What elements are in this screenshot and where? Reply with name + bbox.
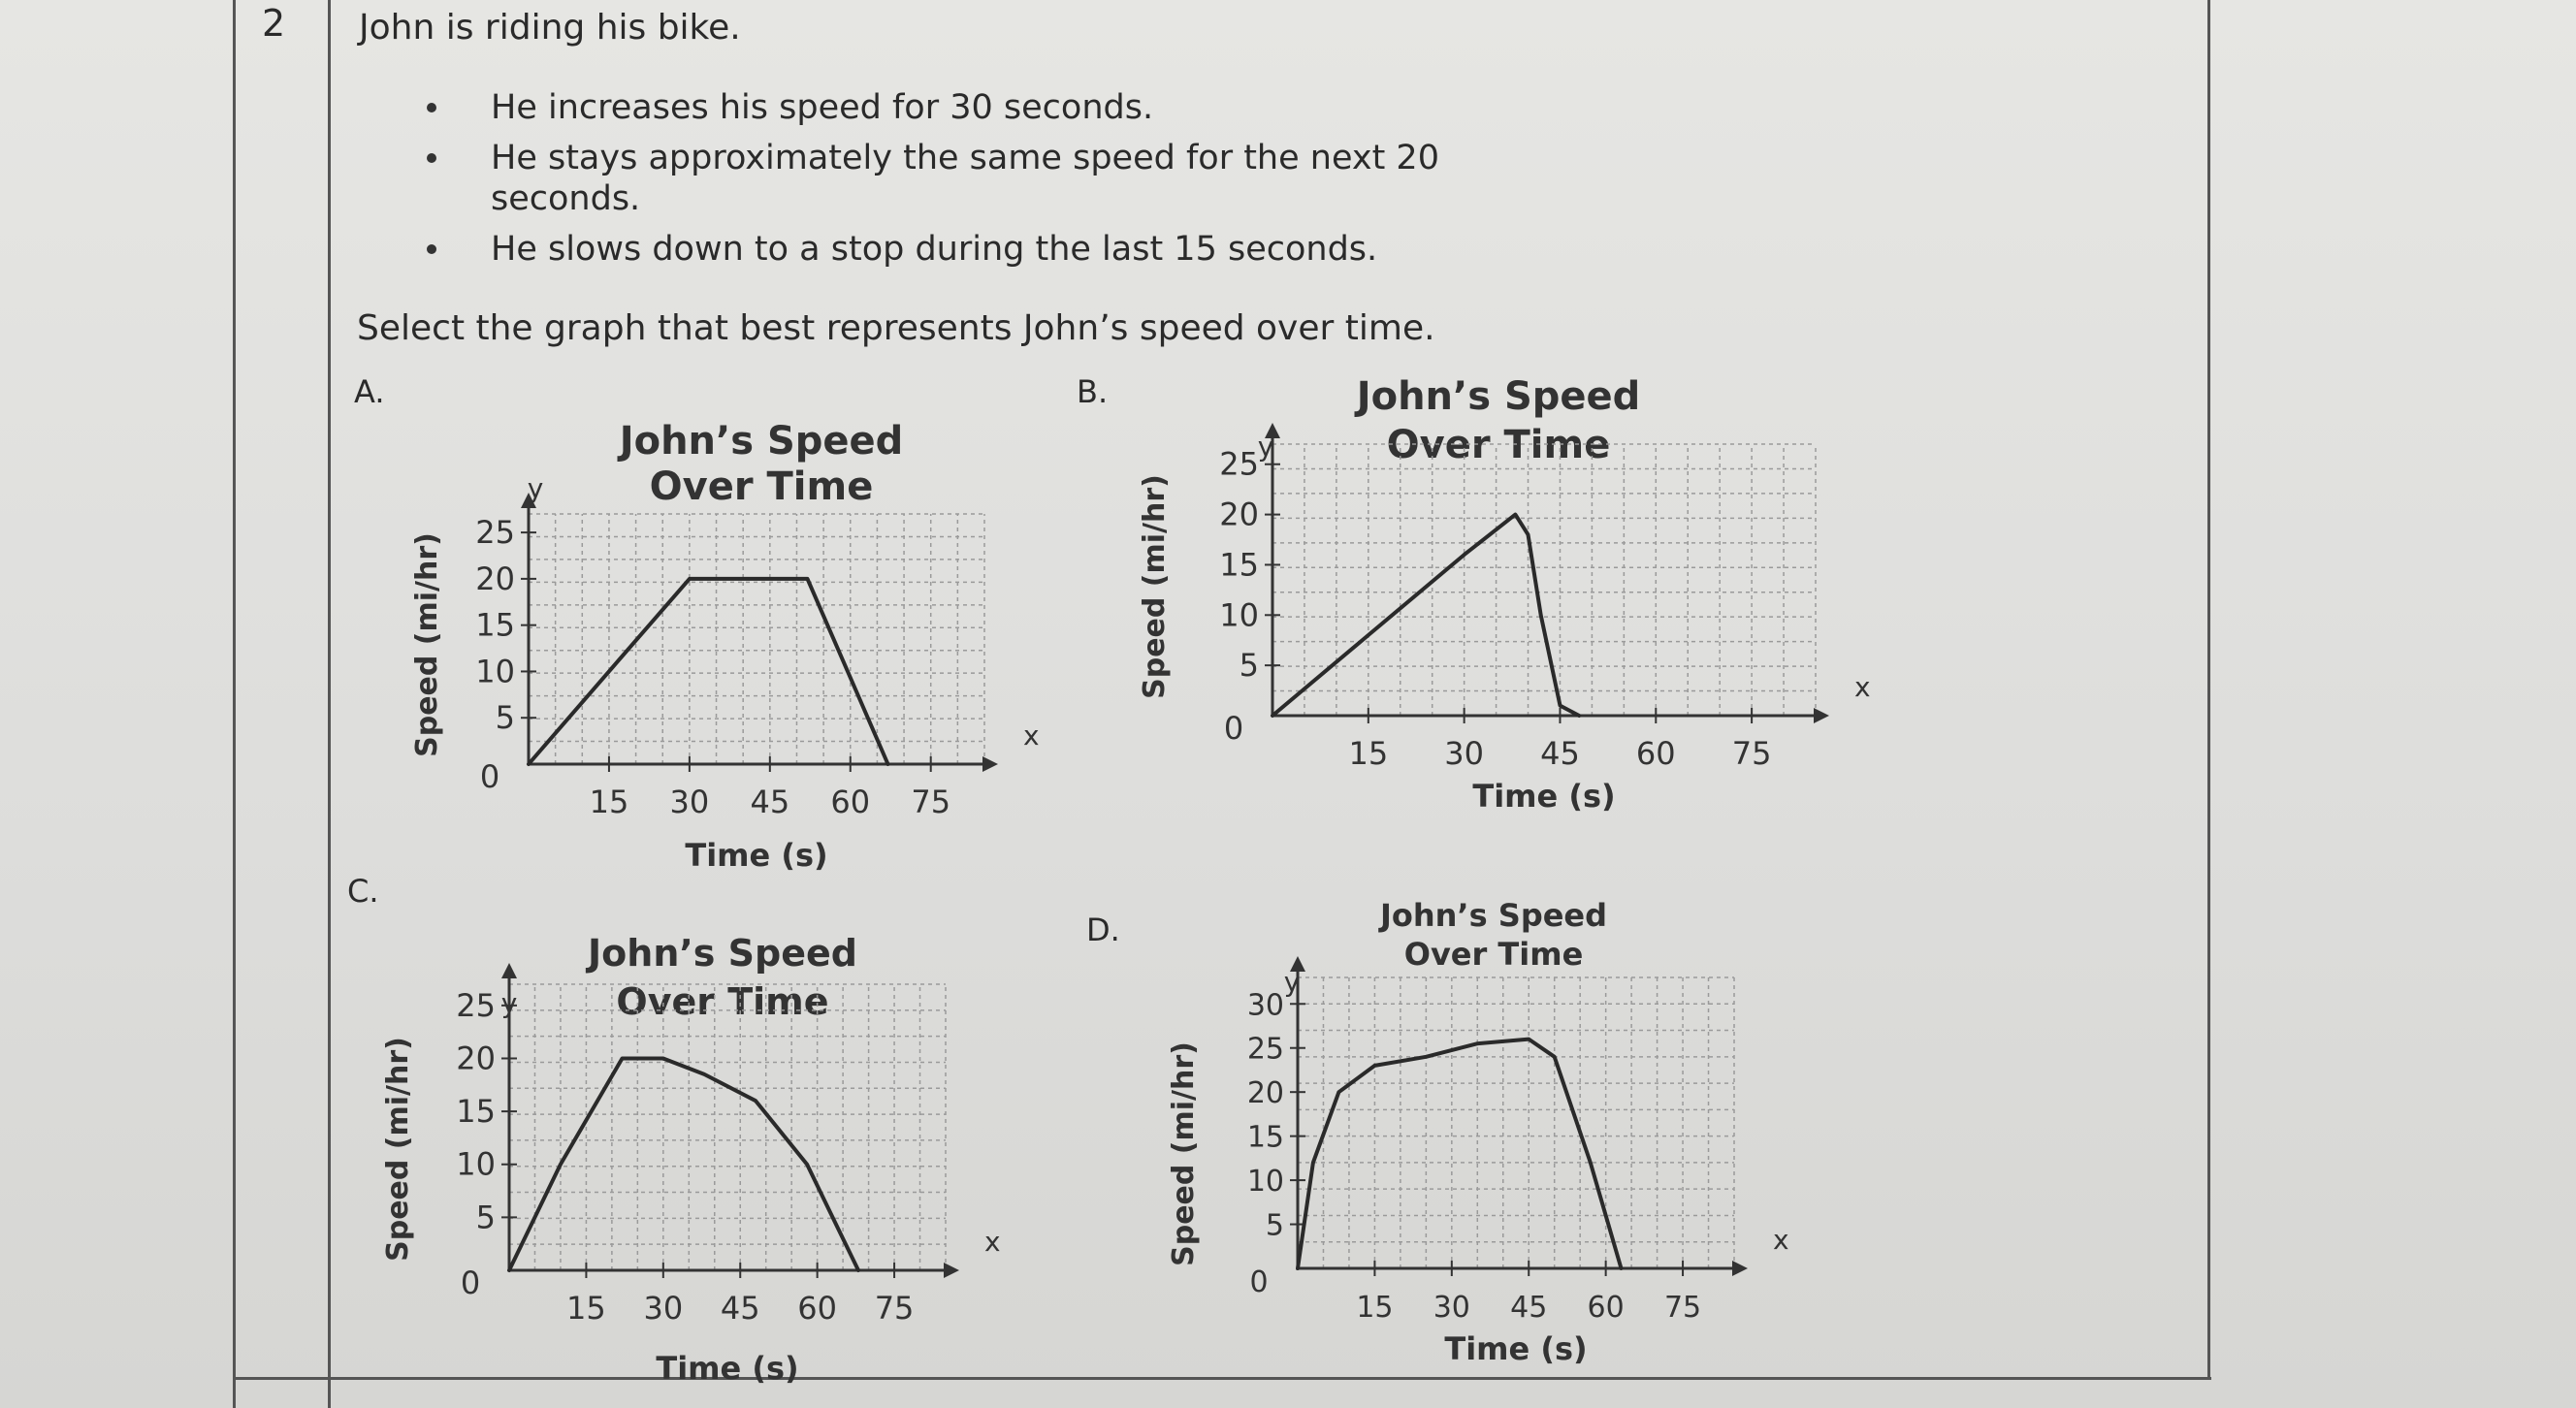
x-tick-label: 15: [589, 784, 629, 820]
chart-option-c[interactable]: [369, 912, 1001, 1387]
y-axis-label: Speed (mi/hr): [381, 1037, 415, 1262]
x-axis-letter: x: [1023, 720, 1040, 752]
chart-subtitle: Over Time: [616, 980, 829, 1023]
bullet-list: [427, 87, 1591, 279]
chart-title: John’s Speed: [619, 419, 904, 464]
y-tick-label: 5: [495, 699, 515, 737]
bullet-item: He increases his speed for 30 seconds.: [427, 87, 1591, 128]
y-axis-label: Speed (mi/hr): [410, 532, 444, 757]
y-tick-label: 10: [475, 653, 515, 690]
x-tick-label: 30: [669, 784, 710, 820]
series-line: [509, 1059, 858, 1271]
chart-option-d[interactable]: [1164, 897, 1789, 1367]
option-b-label[interactable]: B.: [1077, 373, 1109, 410]
x-tick-label: 60: [1635, 735, 1676, 772]
y-tick-label: 5: [1239, 647, 1259, 685]
series-line: [1298, 1040, 1622, 1268]
question-prompt: Select the graph that best represents John’s speed over time.: [357, 308, 1435, 348]
number-column-line: [328, 0, 331, 1408]
chart-subtitle: Over Time: [649, 464, 874, 509]
y-tick-label: 20: [1246, 1076, 1284, 1111]
x-axis-label: Time (s): [685, 837, 828, 874]
y-tick-label: 10: [1219, 596, 1259, 634]
y-axis-letter: y: [527, 472, 544, 504]
x-tick-label: 75: [911, 784, 951, 820]
x-tick-label: 15: [1356, 1291, 1394, 1325]
bullet-item: He slows down to a stop during the last 15 seconds.: [427, 229, 1591, 270]
y-axis-letter: y: [1283, 966, 1301, 998]
chart-title: John’s Speed: [588, 932, 857, 975]
origin-label: 0: [1249, 1265, 1269, 1299]
origin-label: 0: [479, 758, 500, 795]
y-axis-arrow: [501, 963, 517, 978]
option-a-label[interactable]: A.: [354, 373, 385, 410]
y-tick-label: 25: [475, 514, 515, 552]
option-c-label[interactable]: C.: [347, 873, 379, 910]
y-tick-label: 5: [1265, 1208, 1284, 1243]
y-tick-label: 25: [1219, 445, 1259, 483]
y-tick-label: 25: [1246, 1032, 1284, 1067]
x-tick-label: 60: [830, 784, 871, 820]
y-axis-letter: y: [500, 987, 518, 1019]
left-margin-line: [233, 0, 236, 1408]
bullet-item: He stays approximately the same speed for the next 20 seconds.: [427, 138, 1499, 219]
series-line: [1272, 515, 1579, 716]
chart-title: John’s Speed: [1379, 897, 1608, 934]
x-tick-label: 30: [1444, 735, 1485, 772]
chart-subtitle: Over Time: [1403, 936, 1584, 973]
right-border-line: [2207, 0, 2210, 1377]
y-tick-label: 20: [456, 1040, 496, 1077]
x-axis-letter: x: [1773, 1224, 1789, 1256]
chart-option-b[interactable]: [1115, 359, 1871, 815]
x-tick-label: 30: [1433, 1291, 1470, 1325]
x-axis-letter: x: [1854, 671, 1871, 703]
question-number: 2: [262, 2, 286, 45]
x-tick-label: 45: [720, 1290, 760, 1327]
chart-option-a[interactable]: [388, 398, 1040, 874]
y-tick-label: 15: [1219, 546, 1259, 584]
x-axis-label: Time (s): [1472, 778, 1616, 815]
y-tick-label: 10: [456, 1145, 496, 1183]
x-tick-label: 75: [1663, 1291, 1702, 1325]
x-axis-arrow: [1732, 1261, 1748, 1276]
x-tick-label: 15: [1348, 735, 1389, 772]
y-tick-label: 15: [1246, 1120, 1284, 1155]
y-tick-label: 20: [475, 560, 515, 597]
y-axis-label: Speed (mi/hr): [1167, 1041, 1201, 1266]
x-tick-label: 75: [1731, 735, 1772, 772]
option-d-label[interactable]: D.: [1086, 912, 1120, 948]
x-tick-label: 30: [643, 1290, 684, 1327]
x-axis-letter: x: [984, 1226, 1001, 1258]
y-tick-label: 5: [475, 1199, 496, 1236]
x-tick-label: 75: [874, 1290, 915, 1327]
chart-title: John’s Speed: [1356, 374, 1641, 419]
x-tick-label: 60: [1587, 1291, 1625, 1325]
x-tick-label: 45: [750, 784, 790, 820]
y-tick-label: 30: [1246, 988, 1284, 1023]
x-tick-label: 45: [1540, 735, 1580, 772]
y-tick-label: 20: [1219, 496, 1259, 533]
x-tick-label: 45: [1510, 1291, 1548, 1325]
y-tick-label: 10: [1246, 1165, 1284, 1200]
y-axis-label: Speed (mi/hr): [1138, 474, 1172, 699]
x-tick-label: 15: [566, 1290, 606, 1327]
x-axis-label: Time (s): [1444, 1330, 1588, 1367]
chart-subtitle: Over Time: [1386, 423, 1611, 467]
question-stem: John is riding his bike.: [359, 8, 741, 48]
y-tick-label: 15: [475, 606, 515, 644]
x-axis-label: Time (s): [656, 1350, 799, 1387]
x-axis-arrow: [944, 1263, 959, 1278]
origin-label: 0: [460, 1264, 481, 1301]
y-tick-label: 15: [456, 1093, 496, 1131]
origin-label: 0: [1223, 710, 1244, 747]
bottom-row-line: [233, 1377, 2211, 1380]
y-axis-letter: y: [1257, 431, 1274, 463]
y-tick-label: 25: [456, 986, 496, 1024]
x-tick-label: 60: [797, 1290, 838, 1327]
